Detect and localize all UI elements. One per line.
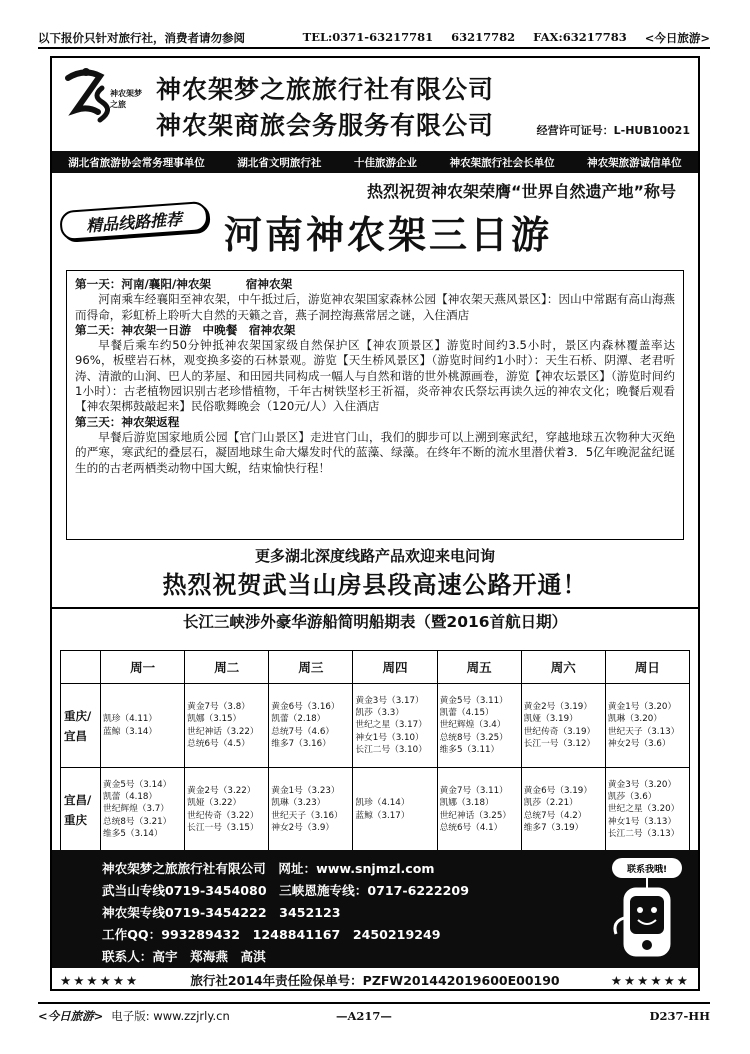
schedule-row (61, 768, 690, 852)
ship-entry: 世纪神话（3.25） (439, 810, 512, 821)
honors-bar (52, 151, 698, 173)
publication-name: <今日旅游> (644, 31, 710, 45)
schedule-cell (353, 684, 437, 768)
footer-publication: <今日旅游> (38, 1009, 104, 1023)
top-contact (303, 30, 710, 48)
footer-web: 电子版: www.zzjrly.cn (111, 1009, 230, 1023)
section-divider (52, 607, 698, 609)
ship-entry: 神女2号（3.9） (271, 822, 335, 833)
schedule-cell (185, 768, 269, 852)
honor-item: 十佳旅游企业 (353, 156, 417, 169)
ship-entry: 凯娜（3.15） (187, 714, 242, 725)
schedule-cell (437, 768, 521, 852)
route-cell: 宜昌/ 重庆 (61, 768, 101, 852)
schedule-body (61, 684, 690, 852)
ship-entry: 黄金3号（3.17） (355, 695, 424, 706)
ship-entry: 凯珍（4.14） (355, 798, 410, 809)
honor-item: 神农架旅游诚信单位 (587, 156, 682, 169)
day-header: 周日 (605, 651, 689, 684)
cruise-schedule-table (60, 650, 690, 852)
ship-entry: 凯娅（3.19） (523, 714, 578, 725)
honor-item: 湖北省旅游协会常务理事单位 (68, 156, 205, 169)
ship-entry: 世纪辉煌（3.4） (439, 720, 506, 731)
ship-entry: 凯莎（2.21） (523, 798, 578, 809)
insurance-policy: 旅行社2014年责任险保单号：PZFW201442019600E00190 (190, 973, 560, 988)
corner-cell (61, 651, 101, 684)
qq-line: 工作QQ：993289432 1248841167 2450219249 (102, 927, 441, 942)
featured-route-badge: 精品线路推荐 (59, 201, 209, 241)
ship-entry: 黄金6号（3.16） (271, 702, 340, 713)
ship-entry: 世纪之星（3.20） (607, 804, 680, 815)
ship-entry: 凯娅（3.22） (187, 798, 242, 809)
contact-me-bubble: 联系我哦! (612, 858, 682, 878)
schedule-cell (521, 768, 605, 852)
ship-entry: 黄金1号（3.20） (607, 702, 677, 713)
ship-entry: 维多7（3.16） (271, 738, 331, 749)
ship-entry: 凯莎（3.6） (607, 792, 657, 803)
logo-text: 神农架梦之旅 (110, 89, 142, 109)
ship-entry: 凯蕾（4.18） (103, 792, 158, 803)
ship-entry: 黄金7号（3.11） (439, 786, 508, 797)
ship-entry: 世纪传奇（3.22） (187, 810, 259, 821)
honor-item: 神农架旅行社会长单位 (449, 156, 555, 169)
ship-entry: 总统6号（4.1） (439, 822, 503, 833)
ship-entry: 长江一号（3.15） (187, 822, 259, 833)
heritage-slogan: 热烈祝贺神农架荣膺“世界自然遗产地”称号 (366, 182, 676, 201)
day3-description: 早餐后游览国家地质公园【官门山景区】走进官门山，我们的脚步可以上溯到寒武纪，穿越地球五次物种大灭绝的严寒，寒武纪的叠层石，凝固地球生命大爆发时代的蓝藻、绿藻。在终年不断的流水里潜伏着3．5亿年晚泥盆纪诞生的的古老两栖类动物中国大鲵，结束愉快行程！ (75, 429, 675, 475)
schedule-cell (269, 768, 353, 852)
ship-entry: 黄金7号（3.8） (187, 702, 250, 713)
day-header: 周四 (353, 651, 437, 684)
ship-entry: 神女2号（3.6） (607, 738, 671, 749)
ship-entry: 世纪神话（3.22） (187, 726, 259, 737)
company-website-line: 神农架梦之旅旅行社有限公司 网址：www.snjmzl.com (102, 861, 435, 876)
ship-entry: 凯蕾（4.15） (439, 708, 494, 719)
star-row-right: ★★★★★★ (610, 972, 690, 988)
ship-entry: 神女1号（3.10） (355, 732, 424, 743)
page-footer (38, 1007, 710, 1025)
ship-entry: 黄金1号（3.23） (271, 786, 340, 797)
ship-entry: 凯娜（3.18） (439, 798, 494, 809)
ship-entry: 维多7（3.19） (523, 822, 584, 833)
day1-title: 第一天：河南/襄阳/神农架 宿神农架 (75, 277, 293, 291)
hotline-line-2: 神农架专线0719-3454222 3452123 (102, 905, 341, 920)
ship-entry: 总统8号（3.25） (439, 732, 508, 743)
day-header: 周六 (521, 651, 605, 684)
ship-entry: 总统7号（4.2） (523, 810, 587, 821)
ship-entry: 长江一号（3.12） (523, 738, 596, 749)
contact-box (52, 850, 698, 968)
ship-entry: 长江二号（3.10） (355, 744, 427, 755)
day-header: 周二 (185, 651, 269, 684)
schedule-cell (269, 684, 353, 768)
schedule-cell (437, 684, 521, 768)
ship-entry: 黄金3号（3.20） (607, 779, 677, 790)
ship-entry: 黄金5号（3.14） (103, 779, 172, 790)
ship-entry: 维多5（3.11） (439, 744, 500, 755)
day3-title: 第三天：神农架返程 (75, 414, 180, 429)
hotline-line-1: 武当山专线0719-3454080 三峡恩施专线：0717-6222209 (102, 883, 469, 898)
honor-item: 湖北省文明旅行社 (237, 156, 322, 169)
ship-entry: 维多5（3.14） (103, 828, 163, 839)
day-header: 周三 (269, 651, 353, 684)
ship-entry: 世纪传奇（3.19） (523, 726, 596, 737)
day-header: 周一 (101, 651, 185, 684)
ship-entry: 总统8号（3.21） (103, 816, 172, 827)
page-code: D237-HH (649, 1009, 710, 1023)
license-number: 经营许可证号：L-HUB10021 (536, 124, 690, 137)
ship-entry: 凯蕾（2.18） (271, 714, 326, 725)
advertisement-frame (50, 56, 700, 991)
ship-entry: 黄金6号（3.19） (523, 786, 593, 797)
ship-entry: 蓝鲸（3.17） (355, 810, 410, 821)
ship-entry: 总统7号（4.6） (271, 726, 335, 737)
ship-entry: 总统6号（4.5） (187, 738, 250, 749)
fax-text: FAX:63217783 (533, 30, 627, 44)
day2-title: 第二天：神农架一日游 中晚餐 宿神农架 (75, 322, 296, 337)
ship-entry: 长江二号（3.13） (607, 828, 680, 839)
insurance-bar (52, 969, 698, 991)
ship-entry: 黄金2号（3.22） (187, 786, 256, 797)
top-divider (38, 47, 710, 49)
schedule-header-row (61, 651, 690, 684)
company-name-1: 神农架梦之旅旅行社有限公司 (156, 75, 495, 104)
ship-entry: 世纪辉煌（3.7） (103, 804, 169, 815)
page-number: —A217— (336, 1009, 392, 1023)
ship-entry: 世纪天子（3.16） (271, 810, 343, 821)
tel2-text: 63217782 (451, 30, 516, 44)
bottom-divider (38, 1002, 710, 1004)
notice-text: 以下报价只针对旅行社，消费者请勿参阅 (38, 31, 245, 45)
schedule-cell (101, 684, 185, 768)
more-routes-text: 更多湖北深度线路产品欢迎来电问询 (254, 547, 495, 565)
day2-description: 早餐后乘车约50分钟抵神农架国家级自然保护区【神农顶景区】游览时间约3.5小时，景区内森林覆盖率达96%，板壁岩石林，观变换多姿的石林景观。游览【天生桥风景区】（游览时间约1小时）：天生石桥、阴潭、老君听涛、清澈的山涧、巴人的茅屋、和田园共同构成一幅人与自然和谐的世外桃源画卷，游览【神农坛景区】（游览时间约1小时）：古老植物园识别古老珍惜植物，千年古树铁坚杉王祈福，炎帝神农氏祭坛再读久远的神农文化；晚餐后观看【神农架梆鼓敲起来】民俗歌舞晚会（120元/人）入住酒店 (75, 338, 675, 414)
ship-entry: 凯莎（3.3） (355, 708, 404, 719)
tel-text: TEL:0371-63217781 (302, 30, 434, 44)
ship-entry: 世纪天子（3.13） (607, 726, 680, 737)
schedule-cell (605, 768, 689, 852)
schedule-cell (353, 768, 437, 852)
day-header: 周五 (437, 651, 521, 684)
phone-mascot-icon (610, 878, 684, 962)
company-header (52, 58, 698, 154)
schedule-cell (185, 684, 269, 768)
top-bar (38, 30, 710, 48)
ship-entry: 蓝鲸（3.14） (103, 726, 158, 737)
itinerary-box (66, 270, 684, 540)
schedule-cell (101, 768, 185, 852)
schedule-cell (605, 684, 689, 768)
ship-entry: 黄金5号（3.11） (439, 695, 508, 706)
ship-entry: 世纪之星（3.17） (355, 720, 427, 731)
ship-entry: 凯琳（3.20） (607, 714, 662, 725)
tour-title: 河南神农架三日游 (224, 213, 553, 257)
company-name-2: 神农架商旅会务服务有限公司 (156, 111, 495, 140)
ship-entry: 凯琳（3.23） (271, 798, 326, 809)
schedule-title: 长江三峡涉外豪华游船简明船期表（暨2016首航日期） (182, 613, 568, 631)
phone-mascot (610, 858, 684, 962)
schedule-row (61, 684, 690, 768)
route-cell: 重庆/ 宜昌 (61, 684, 101, 768)
day1-description: 河南乘车经襄阳至神农架，中午抵过后，游览神农架国家森林公园【神农架天燕风景区】：因山中常踞有高山海燕而得命，彩虹桥上聆听大自然的天籁之音，燕子洞控海燕常居之谜，入住酒店 (75, 292, 675, 322)
star-row-left: ★★★★★★ (60, 972, 140, 988)
schedule-cell (521, 684, 605, 768)
ship-entry: 黄金2号（3.19） (523, 702, 593, 713)
ship-entry: 凯珍（4.11） (103, 714, 158, 725)
contact-persons-line: 联系人：高宇 郑海燕 高淇 (102, 949, 266, 964)
ship-entry: 神女1号（3.13） (607, 816, 677, 827)
highway-headline: 热烈祝贺武当山房县段高速公路开通！ (162, 571, 588, 599)
company-logo (62, 66, 148, 130)
